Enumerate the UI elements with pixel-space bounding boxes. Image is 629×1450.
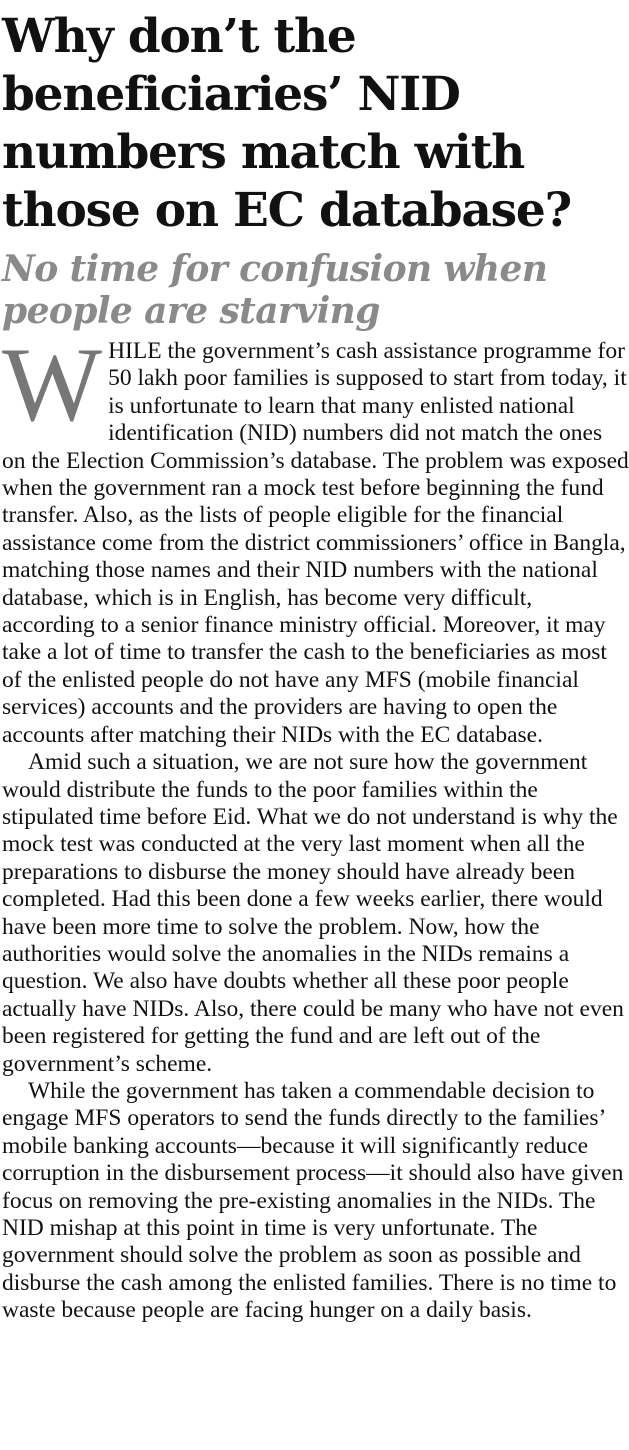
article-body [2, 326, 629, 1325]
headline: Why don’t the beneficiaries’ NID numbers match with those on EC database? [2, 9, 571, 238]
paragraph-1 [2, 326, 629, 749]
drop-cap: W [2, 326, 103, 443]
subheadline: No time for confusion when people are starving [2, 248, 548, 332]
paragraph-2: Amid such a situation, we are not sure how the government would distribute the funds to the poor families within the stipulated time before Eid. What we do not understand is why the mock test was conducted at the very last moment when all the preparations to disburse the money should have already been completed. Had this been done a few weeks earlier, there would have been more time to solve the problem. Now, how the authorities would solve the anomalies in the NIDs remains a question. We also have doubts whether all these poor people actually have NIDs. Also, there could be many who have not even been registered for getting the fund and are left out of the government’s scheme. [2, 749, 624, 1077]
paragraph-1-text: the government’s cash assistance programme for 50 lakh poor families is supposed to start from today, it is unfortunate to learn that many enlisted national identification (NID) numbers did not match the ones on the Election Commission’s database. The problem was exposed when the government ran a mock test before beginning the fund transfer. Also, as the lists of people eligible for the financial assistance come from the district commissioners’ office in Bangla, matching those names and their NID numbers with the national database, which is in English, has become very difficult, according to a senior finance ministry official. Moreover, it may take a lot of time to transfer the cash to the beneficiaries as most of the enlisted people do not have any MFS (mobile financial services) accounts and the providers are having to open the accounts after matching their NIDs with the EC database. [2, 338, 629, 748]
lead-word: HILE [108, 338, 162, 364]
paragraph-3: While the government has taken a commendable decision to engage MFS operators to send the funds directly to the families’ mobile banking accounts—because it will significantly reduce corruption in the disbursement process—it should also have given focus on removing the pre-existing anomalies in the NIDs. The NID mishap at this point in time is very unfortunate. The government should solve the problem as soon as possible and disburse the cash among the enlisted families. There is no time to waste because people are facing hunger on a daily basis. [2, 1077, 624, 1324]
